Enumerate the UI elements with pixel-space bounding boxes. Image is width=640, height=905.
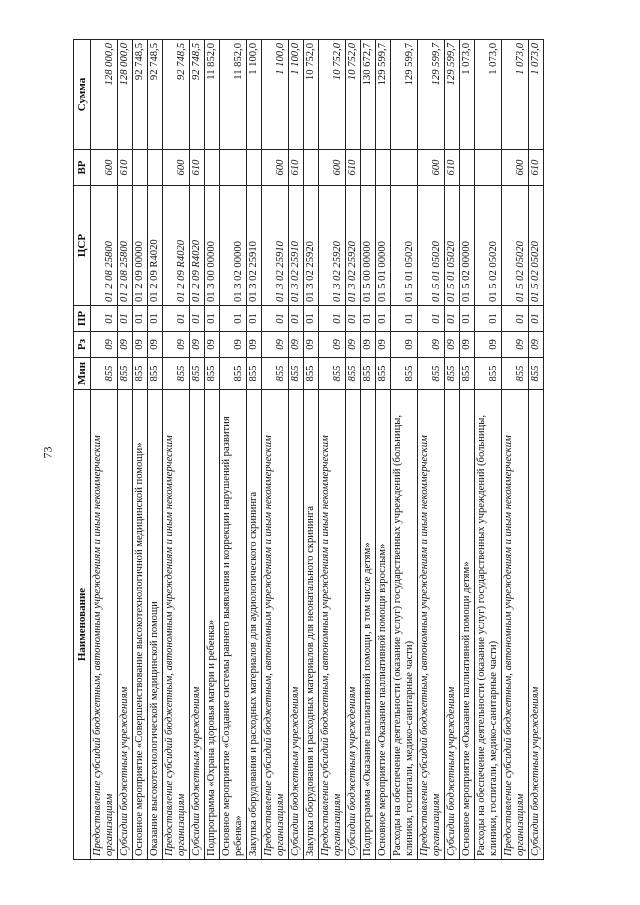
row-vr [220,150,247,186]
row-rz: 09 [391,332,418,358]
row-vr: 600 [262,150,289,186]
row-vr [361,150,376,186]
table-row [148,40,163,860]
row-pr: 01 [460,306,475,332]
row-csr: 01 5 02 00000 [460,186,475,306]
row-name: Подпрограмма «Охрана здоровья матери и ребенка» [205,390,220,860]
table-row [346,40,361,860]
row-min: 855 [262,358,289,390]
row-csr: 01 5 01 00000 [376,186,391,306]
row-rz: 09 [376,332,391,358]
row-min: 855 [346,358,361,390]
row-rz: 09 [346,332,361,358]
row-rz: 09 [502,332,529,358]
row-name: Предоставление субсидий бюджетным, автономным учреждениям и иным некоммерческим организациям [502,390,529,860]
row-csr: 01 5 02 05020 [502,186,529,306]
row-rz: 09 [475,332,502,358]
row-name: Подпрограмма «Оказание паллиативной помощи, в том числе детям» [361,390,376,860]
row-min: 855 [502,358,529,390]
row-rz: 09 [148,332,163,358]
row-rz: 09 [529,332,544,358]
row-sum: 129 599,7 [391,40,418,150]
row-sum: 10 752,0 [319,40,346,150]
row-vr: 600 [418,150,445,186]
row-min: 855 [148,358,163,390]
row-sum: 11 852,0 [220,40,247,150]
row-vr [133,150,148,186]
row-sum: 128 000,0 [91,40,118,150]
row-csr: 01 2 08 25800 [118,186,133,306]
row-pr: 01 [529,306,544,332]
row-min: 855 [205,358,220,390]
row-vr [148,150,163,186]
row-pr: 01 [118,306,133,332]
row-pr: 01 [289,306,304,332]
row-name: Предоставление субсидий бюджетным, автономным учреждениям и иным некоммерческим организациям [319,390,346,860]
row-rz: 09 [220,332,247,358]
row-name: Расходы на обеспечение деятельности (оказание услуг) государственных учреждений (больницы, клиники, госпитали, медико-санитарные части) [391,390,418,860]
row-csr: 01 3 00 00000 [205,186,220,306]
row-sum: 1 100,0 [247,40,262,150]
row-rz: 09 [460,332,475,358]
row-sum: 11 852,0 [205,40,220,150]
row-csr: 01 5 02 05020 [529,186,544,306]
row-sum: 128 000,0 [118,40,133,150]
header-pr: ПР [74,306,91,332]
table-row [361,40,376,860]
row-csr: 01 5 00 00000 [361,186,376,306]
row-rz: 09 [133,332,148,358]
row-sum: 1 073,0 [460,40,475,150]
table-row [262,40,289,860]
row-rz: 09 [247,332,262,358]
row-pr: 01 [475,306,502,332]
row-vr: 600 [319,150,346,186]
row-sum: 130 672,7 [361,40,376,150]
row-min: 855 [361,358,376,390]
row-sum: 129 599,7 [445,40,460,150]
table-row [304,40,319,860]
row-rz: 09 [445,332,460,358]
row-pr: 01 [220,306,247,332]
row-min: 855 [118,358,133,390]
row-pr: 01 [247,306,262,332]
row-name: Предоставление субсидий бюджетным, автономным учреждениям и иным некоммерческим организациям [163,390,190,860]
row-name: Расходы на обеспечение деятельности (оказание услуг) государственных учреждений (больницы, клиники, госпитали, медико-санитарные части) [475,390,502,860]
row-pr: 01 [148,306,163,332]
table-row [529,40,544,860]
row-name: Основное мероприятие «Оказание паллиативной помощи взрослым» [376,390,391,860]
row-vr: 600 [502,150,529,186]
table-row [289,40,304,860]
row-csr: 01 2 09 R4020 [148,186,163,306]
row-rz: 09 [304,332,319,358]
row-min: 855 [460,358,475,390]
row-rz: 09 [319,332,346,358]
table-row [391,40,418,860]
row-pr: 01 [376,306,391,332]
table-row [205,40,220,860]
row-pr: 01 [163,306,190,332]
row-pr: 01 [445,306,460,332]
row-min: 855 [319,358,346,390]
row-min: 855 [391,358,418,390]
row-sum: 92 748,5 [190,40,205,150]
row-csr: 01 3 02 00000 [220,186,247,306]
row-vr: 610 [529,150,544,186]
table-row [460,40,475,860]
header-sum: Сумма [74,40,91,150]
budget-table [73,39,544,860]
row-pr: 01 [304,306,319,332]
table-row [418,40,445,860]
row-csr: 01 3 02 25910 [289,186,304,306]
row-name: Субсидии бюджетным учреждениям [346,390,361,860]
row-pr: 01 [391,306,418,332]
row-name: Закупка оборудования и расходных материалов для неонатального скрининга [304,390,319,860]
header-csr: ЦСР [74,186,91,306]
row-csr: 01 2 08 25800 [91,186,118,306]
row-min: 855 [445,358,460,390]
header-min: Мин [74,358,91,390]
row-pr: 01 [361,306,376,332]
row-sum: 10 752,0 [304,40,319,150]
table-row [190,40,205,860]
row-rz: 09 [91,332,118,358]
table-row [133,40,148,860]
row-csr: 01 3 02 25920 [304,186,319,306]
row-min: 855 [190,358,205,390]
row-min: 855 [529,358,544,390]
row-name: Субсидии бюджетным учреждениям [445,390,460,860]
row-csr: 01 3 02 25920 [319,186,346,306]
row-rz: 09 [190,332,205,358]
row-csr: 01 5 01 05020 [418,186,445,306]
row-name: Субсидии бюджетным учреждениям [118,390,133,860]
row-vr: 600 [163,150,190,186]
row-name: Предоставление субсидий бюджетным, автономным учреждениям и иным некоммерческим организациям [91,390,118,860]
row-vr [247,150,262,186]
row-sum: 1 100,0 [289,40,304,150]
table-row [220,40,247,860]
row-min: 855 [304,358,319,390]
table-header-row [74,40,91,860]
row-name: Оказание высокотехнологической медицинской помощи [148,390,163,860]
row-rz: 09 [163,332,190,358]
row-csr: 01 5 01 05020 [391,186,418,306]
row-csr: 01 3 02 25910 [247,186,262,306]
row-vr [376,150,391,186]
row-sum: 92 748,5 [163,40,190,150]
rotated-page-content [73,40,576,860]
row-csr: 01 3 02 25920 [346,186,361,306]
row-pr: 01 [418,306,445,332]
row-pr: 01 [502,306,529,332]
row-name: Предоставление субсидий бюджетным, автономным учреждениям и иным некоммерческим организациям [418,390,445,860]
row-csr: 01 3 02 25910 [262,186,289,306]
row-csr: 01 2 09 R4020 [190,186,205,306]
row-vr [475,150,502,186]
row-sum: 1 073,0 [529,40,544,150]
row-vr [205,150,220,186]
table-row [118,40,133,860]
row-name: Закупка оборудования и расходных материалов для аудиологического скрининга [247,390,262,860]
row-min: 855 [376,358,391,390]
header-rz: Рз [74,332,91,358]
table-row [91,40,118,860]
header-vr: ВР [74,150,91,186]
table-body [91,40,544,860]
page-number: 73 [40,446,55,459]
row-min: 855 [418,358,445,390]
row-name: Субсидии бюджетным учреждениям [190,390,205,860]
row-min: 855 [220,358,247,390]
row-pr: 01 [91,306,118,332]
row-rz: 09 [205,332,220,358]
row-csr: 01 5 01 05020 [445,186,460,306]
row-min: 855 [133,358,148,390]
row-sum: 129 599,7 [376,40,391,150]
row-vr [460,150,475,186]
row-sum: 10 752,0 [346,40,361,150]
row-vr: 610 [346,150,361,186]
row-pr: 01 [205,306,220,332]
row-pr: 01 [346,306,361,332]
row-vr: 610 [118,150,133,186]
row-name: Основное мероприятие «Создание системы раннего выявления и коррекции нарушений развития ребенка» [220,390,247,860]
row-vr [304,150,319,186]
row-min: 855 [247,358,262,390]
row-name: Субсидии бюджетным учреждениям [529,390,544,860]
table-row [376,40,391,860]
row-sum: 92 748,5 [148,40,163,150]
row-pr: 01 [319,306,346,332]
row-name: Основное мероприятие «Совершенствование высокотехнологичной медицинской помощи» [133,390,148,860]
table-row [163,40,190,860]
row-name: Предоставление субсидий бюджетным, автономным учреждениям и иным некоммерческим организациям [262,390,289,860]
row-csr: 01 2 09 00000 [133,186,148,306]
row-rz: 09 [289,332,304,358]
row-vr: 610 [190,150,205,186]
row-vr: 600 [91,150,118,186]
row-vr: 610 [289,150,304,186]
header-name: Наименование [74,390,91,860]
row-pr: 01 [190,306,205,332]
row-vr [391,150,418,186]
row-rz: 09 [118,332,133,358]
row-pr: 01 [133,306,148,332]
row-csr: 01 5 02 05020 [475,186,502,306]
row-sum: 1 100,0 [262,40,289,150]
row-sum: 1 073,0 [502,40,529,150]
table-row [445,40,460,860]
row-name: Основное мероприятие «Оказание паллиативной помощи детям» [460,390,475,860]
row-name: Субсидии бюджетным учреждениям [289,390,304,860]
row-csr: 01 2 09 R4020 [163,186,190,306]
table-row [319,40,346,860]
row-min: 855 [91,358,118,390]
table-row [247,40,262,860]
row-rz: 09 [361,332,376,358]
table-row [475,40,502,860]
row-rz: 09 [418,332,445,358]
table-row [502,40,529,860]
row-sum: 129 599,7 [418,40,445,150]
row-min: 855 [163,358,190,390]
row-sum: 1 073,0 [475,40,502,150]
row-sum: 92 748,5 [133,40,148,150]
row-min: 855 [475,358,502,390]
row-vr: 610 [445,150,460,186]
row-pr: 01 [262,306,289,332]
row-min: 855 [289,358,304,390]
row-rz: 09 [262,332,289,358]
